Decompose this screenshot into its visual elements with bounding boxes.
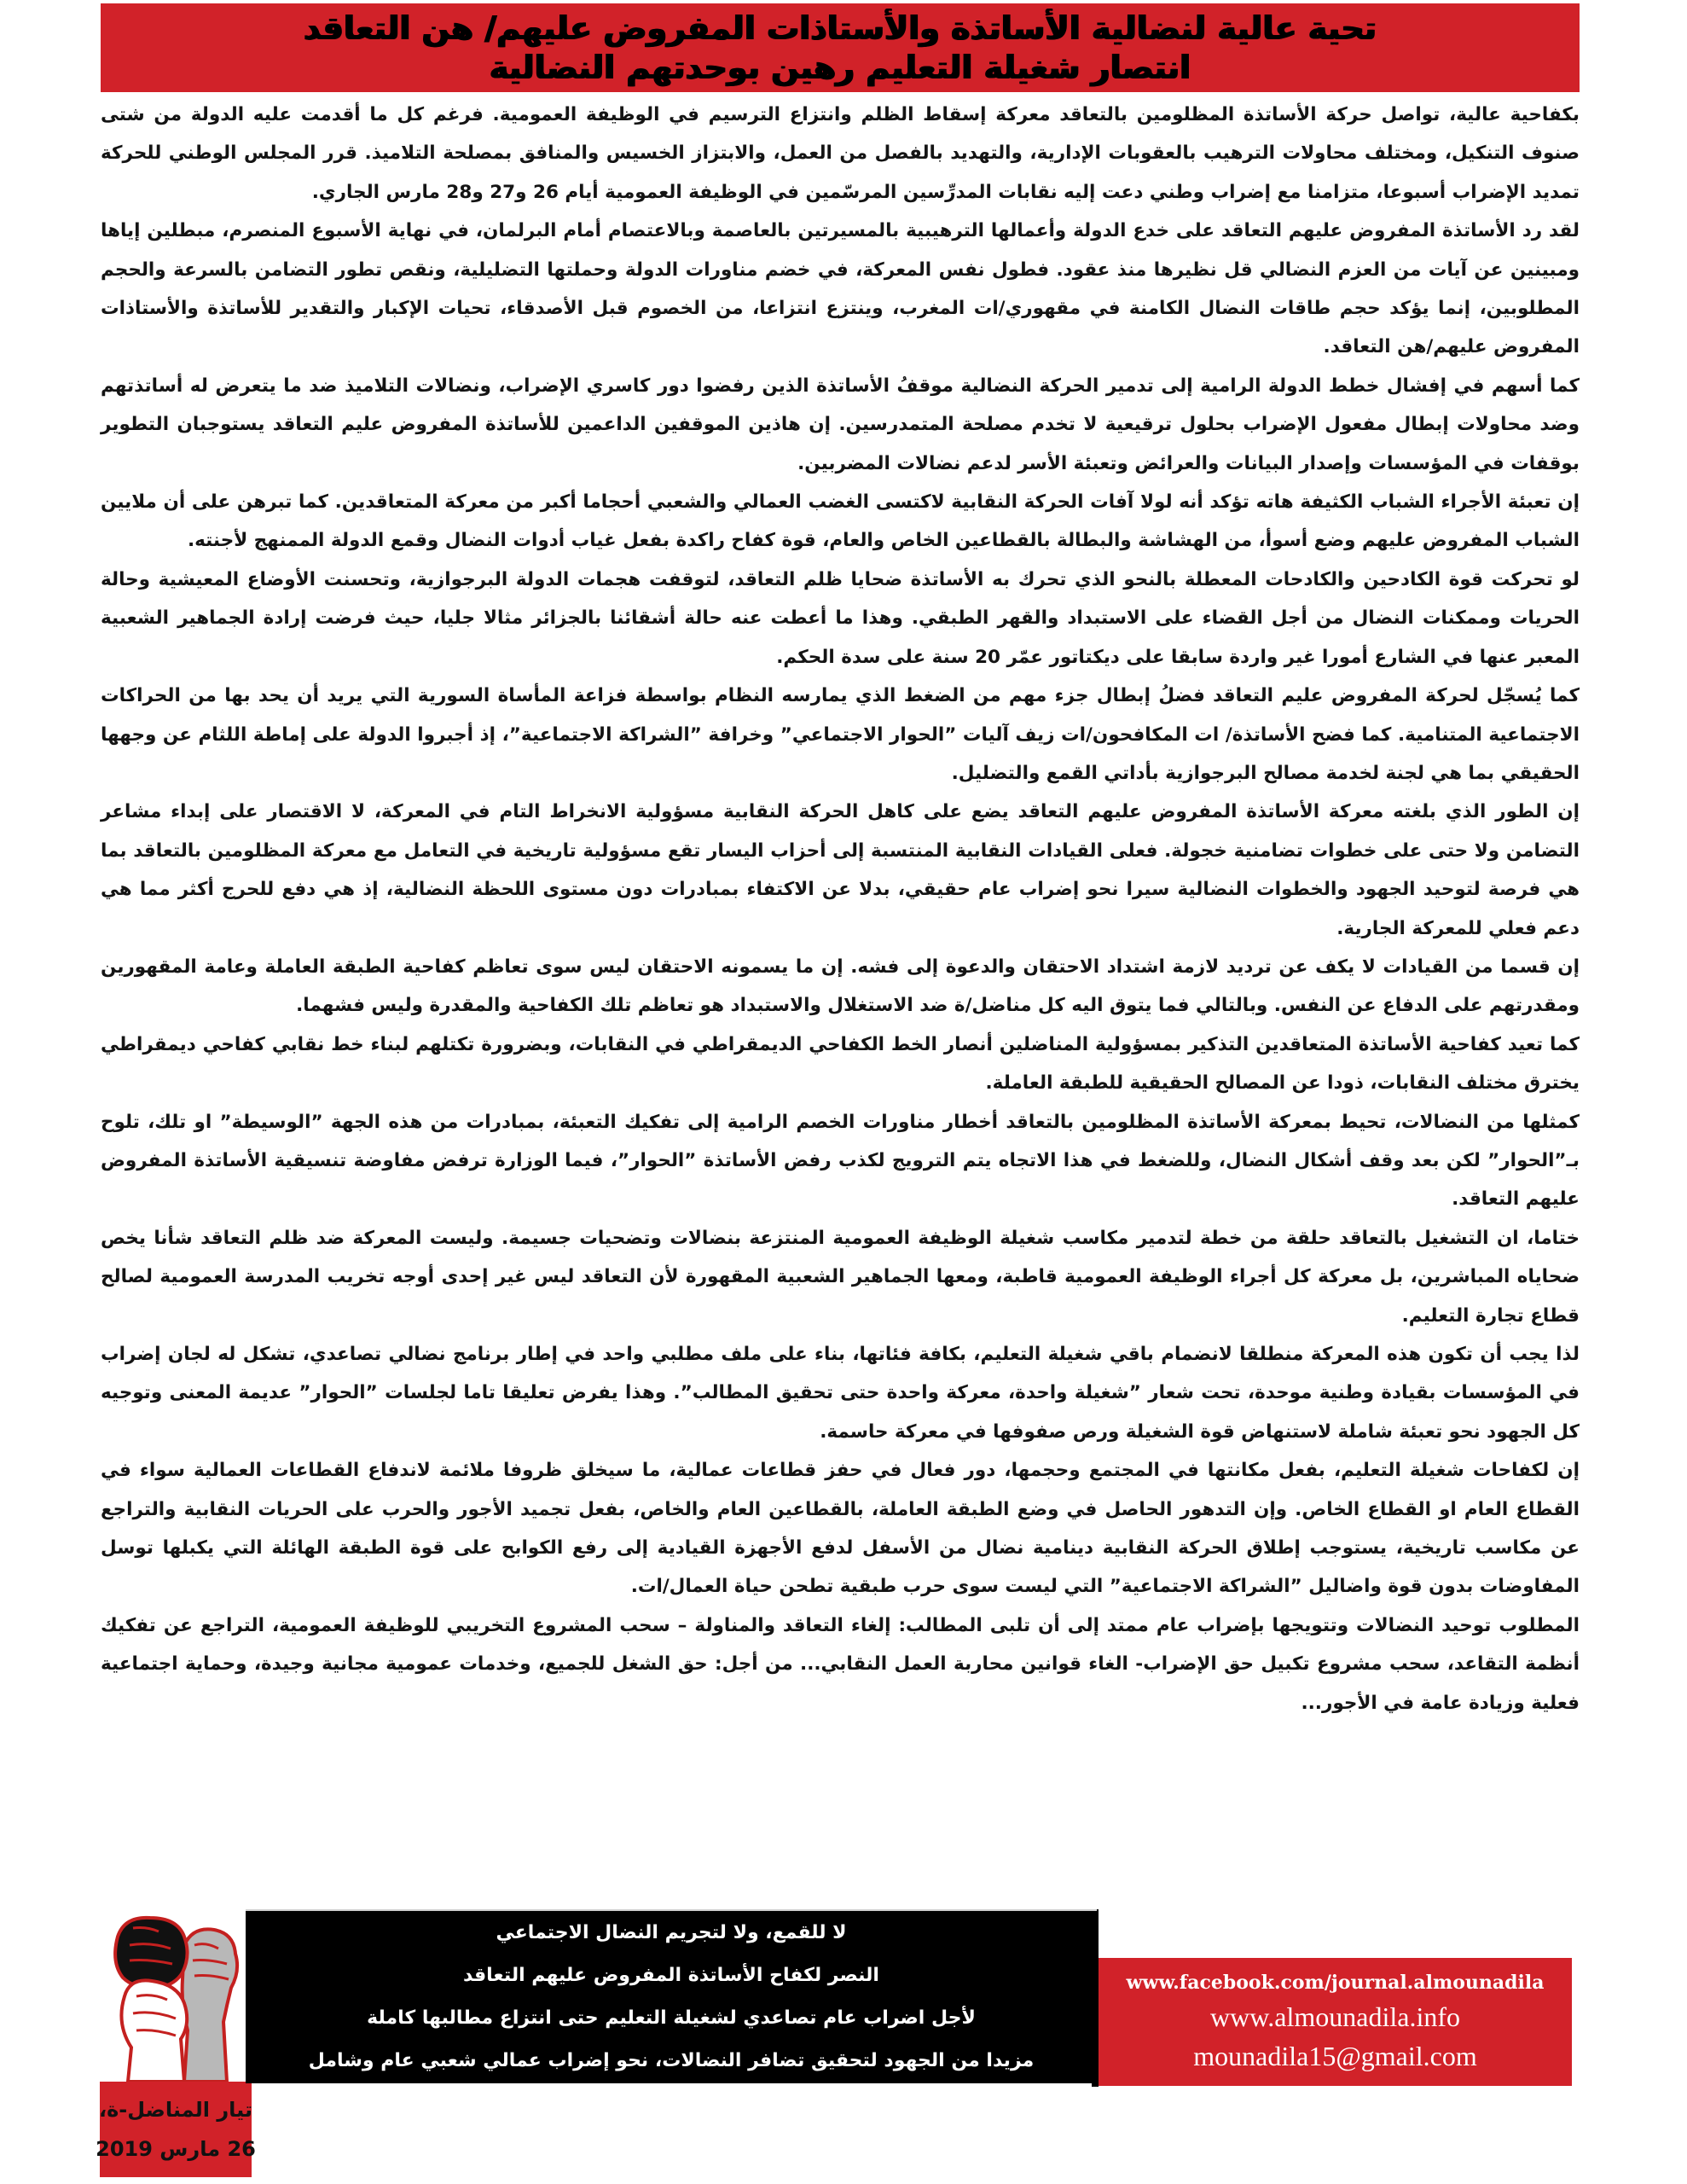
paragraph: إن الطور الذي بلغته معركة الأساتذة المفروض عليهم التعاقد يضع على كاهل الحركة النقابية مسؤولية الانخراط التام في المعركة، لا الاقتصار على إبداء مشاعر التضامن ولا حتى على خطوات تضامنية خجولة. فعلى القيادات النقابية المنتسبة إلى أحزاب اليسار تقع مسؤولية تاريخية في التعامل مع معركة المظلومين بالتعاقد بما هي فرصة لتوحيد الجهود والخطوات النضالية سيرا نحو إضراب عام حقيقي، بدلا عن الاكتفاء بمبادرات دون مستوى اللحظة النضالية، إذ هي دفع للحرج أكثر مما هي دعم فعلي للمعركة الجارية. bbox=[101, 801, 1580, 939]
website-link[interactable]: www.almounadila.info bbox=[1210, 2001, 1460, 2032]
paragraph: بكفاحية عالية، تواصل حركة الأساتذة المظلومين بالتعاقد معركة إسقاط الظلم وانتزاع الترسيم في الوظيفة العمومية. فرغم كل ما أقدمت عليه الدولة من شتى صنوف التنكيل، ومختلف محاولات الترهيب بالعقوبات الإدارية، والتهديد بالفصل من العمل، والابتزاز الخسيس والمنافق بمصلحة التلاميذ. قرر المجلس الوطني للحركة تمديد الإضراب أسبوعا، متزامنا مع إضراب وطني دعت إليه نقابات المدرِّسين المرسّمين في الوظيفة العمومية أيام 26 و27 و28 مارس الجاري. bbox=[101, 104, 1580, 203]
slogan: النصر لكفاح الأساتذة المفروض عليهم التعاقد bbox=[463, 1965, 879, 1986]
slogan: لا للقمع، ولا لتجريم النضال الاجتماعي bbox=[496, 1922, 847, 1943]
paragraph: كمثلها من النضالات، تحيط بمعركة الأساتذة المظلومين بالتعاقد أخطار مناورات الخصم الرامية إلى تفكيك التعبئة، بمبادرات من هذه الجهة ”الوسيطة” او تلك، تلوح بـ”الحوار” لكن بعد وقف أشكال النضال، وللضغط في هذا الاتجاه يتم الترويج لكذب رفض الأساتذة ”الحوار”، فيما الوزارة ترفض مفاوضة تنسيقية الأساتذة المفروض عليهم التعاقد. bbox=[101, 1111, 1580, 1211]
paragraph: المطلوب توحيد النضالات وتتويجها بإضراب عام ممتد إلى أن تلبى المطالب: إلغاء التعاقد والمناولة – سحب المشروع التخريبي للوظيفة العمومية، التراجع عن تفكيك أنظمة التقاعد، سحب مشروع تكبيل حق الإضراب- الغاء قوانين محاربة العمل النقابي... من أجل: حق الشغل للجميع، وخدمات عمومية مجانية وجيدة، وحماية اجتماعية فعلية وزيادة عامة في الأجور... bbox=[101, 1614, 1580, 1714]
slogan: مزيدا من الجهود لتحقيق تضافر النضالات، نحو إضراب عمالي شعبي عام وشامل bbox=[308, 2050, 1035, 2071]
signature-date: 26 مارس 2019 bbox=[96, 2137, 256, 2161]
paragraph: إن قسما من القيادات لا يكف عن ترديد لازمة اشتداد الاحتقان والدعوة إلى فشه. إن ما يسمونه الاحتقان ليس سوى تعاظم كفاحية الطبقة العاملة وعامة المقهورين ومقدرتهم على الدفاع عن النفس. وبالتالي فما يتوق اليه كل مناضل/ة ضد الاستغلال والاستبداد هو تعاظم تلك الكفاحية والمقدرة وليس فشهما. bbox=[101, 956, 1580, 1017]
signature-box bbox=[96, 2082, 256, 2177]
contact-box bbox=[1099, 1958, 1572, 2086]
paragraph: لقد رد الأساتذة المفروض عليهم التعاقد على خدع الدولة وأعمالها الترهيبية بالمسيرتين بالعاصمة وبالاعتصام أمام البرلمان، في نهاية الأسبوع المنصرم، مبطلين إياها ومبينين عن آيات من العزم النضالي قل نظيرها منذ عقود. فطول نفس المعركة، في خضم مناورات الدولة وحملتها التضليلية، ونقص تطور التضامن بالسرعة والحجم المطلوبين، إنما يؤكد حجم طاقات النضال الكامنة في مقهوري/ات المغرب، وينتزع انتزاعا، من الخصوم قبل الأصدقاء، تحيات الإكبار والتقدير للأساتذة والأستاذات المفروض عليهم/هن التعاقد. bbox=[101, 220, 1580, 358]
paragraph: كما تعيد كفاحية الأساتذة المتعاقدين التذكير بمسؤولية المناضلين أنصار الخط الكفاحي الديمقراطي في النقابات، وبضرورة تكتلهم لبناء خط نقابي كفاحي ديمقراطي يخترق مختلف النقابات، ذودا عن المصالح الحقيقية للطبقة العاملة. bbox=[101, 1033, 1580, 1095]
slogans-box bbox=[246, 1909, 1097, 2083]
article-body bbox=[101, 96, 1580, 1722]
headline-line-1: تحية عالية لنضالية الأساتذة والأستاذات المفروض عليهم/ هن التعاقد bbox=[304, 9, 1377, 47]
headline-line-2: انتصار شغيلة التعليم رهين بوحدتهم النضالية bbox=[489, 49, 1191, 86]
email-link[interactable]: mounadila15@gmail.com bbox=[1193, 2041, 1477, 2071]
facebook-link[interactable]: www.facebook.com/journal.almounadila bbox=[1126, 1972, 1545, 1994]
paragraph: كما يُسجّل لحركة المفروض عليم التعاقد فضلُ إبطال جزء مهم من الضغط الذي يمارسه النظام بواسطة فزاعة المأساة السورية التي يريد أن يحد بها من الحراكات الاجتماعية المتنامية. كما فضح الأساتذة/ ات المكافحون/ات زيف آليات ”الحوار الاجتماعي” وخرافة ”الشراكة الاجتماعية”، إذ أجبروا الدولة على إماطة اللثام عن وجهها الحقيقي بما هي لجنة لخدمة مصالح البرجوازية بأداتي القمع والتضليل. bbox=[101, 685, 1580, 784]
paragraph: ختاما، ان التشغيل بالتعاقد حلقة من خطة لتدمير مكاسب شغيلة الوظيفة العمومية المنتزعة بنضالات وتضحيات جسيمة. وليست المعركة ضد ظلم التعاقد شأنا يخص ضحاياه المباشرين، بل معركة كل أجراء الوظيفة العمومية قاطبة، ومعها الجماهير الشعبية المقهورة لأن التعاقد ليس غير إحدى أوجه تخريب المدرسة العمومية لصالح قطاع تجارة التعليم. bbox=[101, 1227, 1580, 1327]
paragraph: لذا يجب أن تكون هذه المعركة منطلقا لانضمام باقي شغيلة التعليم، بكافة فئاتها، بناء على ملف مطلبي واحد في إطار برنامج نضالي تصاعدي، تشكل له لجان إضراب في المؤسسات بقيادة وطنية موحدة، تحت شعار ”شغيلة واحدة، معركة واحدة حتى تحقيق المطالب”. وهذا يفرض تعليقا تاما لجلسات ”الحوار” عديمة المعنى وتوجيه كل الجهود نحو تعبئة شاملة لاستنهاض قوة الشغيلة ورص صفوفها في معركة حاسمة. bbox=[101, 1344, 1580, 1443]
signature-author: تيار المناضل-ة، bbox=[99, 2098, 252, 2122]
raised-fists-icon bbox=[99, 1911, 246, 2082]
slogan: لأجل اضراب عام تصاعدي لشغيلة التعليم حتى انتزاع مطالبها كاملة bbox=[367, 2007, 976, 2029]
headline-banner bbox=[101, 3, 1580, 92]
paragraph: كما أسهم في إفشال خطط الدولة الرامية إلى تدمير الحركة النضالية موقفُ الأساتذة الذين رفضوا دور كاسري الإضراب، ونضالات التلاميذ ضد ما يتعرض له أساتذتهم وضد محاولات إبطال مفعول الإضراب بحلول ترقيعية لا تخدم مصلحة المتمدرسين. إن هاذين الموقفين الداعمين للأساتذة المفروض عليم التعاقد يستوجبان التطوير بوقفات في المؤسسات وإصدار البيانات والعرائض وتعبئة الأسر لدعم نضالات المضربين. bbox=[101, 375, 1580, 474]
paragraph: إن لكفاحات شغيلة التعليم، بفعل مكانتها في المجتمع وحجمها، دور فعال في حفز قطاعات عمالية، ما سيخلق ظروفا ملائمة لاندفاع القطاعات العمالية سواء في القطاع العام او القطاع الخاص. وإن التدهور الحاصل في وضع الطبقة العاملة، بالقطاعين العام والخاص، بفعل تجميد الأجور والحرب على الحريات النقابية والتراجع عن مكاسب تاريخية، يستوجب إطلاق الحركة النقابية دينامية نضال من الأسفل لدفع الأجهزة القيادية إلى رفع الكوابح على قوة الطبقة الهائلة التي يكبلها توسل المفاوضات بدون قوة واضاليل ”الشراكة الاجتماعية” التي ليست سوى حرب طبقية تطحن حياة العمال/ات. bbox=[101, 1460, 1580, 1598]
paragraph: لو تحركت قوة الكادحين والكادحات المعطلة بالنحو الذي تحرك به الأساتذة ضحايا ظلم التعاقد، لتوقفت هجمات الدولة البرجوازية، وتحسنت الأوضاع المعيشية وحالة الحريات وممكنات النضال من أجل القضاء على الاستبداد والقهر الطبقي. وهذا ما أعطت عنه حالة أشقائنا بالجزائر مثالا جليا، حيث فرضت إرادة الجماهير الشعبية المعبر عنها في الشارع أمورا غير واردة سابقا على ديكتاتور عمّر 20 سنة على سدة الحكم. bbox=[101, 568, 1580, 668]
paragraph: إن تعبئة الأجراء الشباب الكثيفة هاته تؤكد أنه لولا آفات الحركة النقابية لاكتسى الغضب العمالي والشعبي أحجاما أكبر من معركة المتعاقدين. كما تبرهن على أن ملايين الشباب المفروض عليهم وضع أسوأ، من الهشاشة والبطالة بالقطاعين الخاص والعام، قوة كفاح راكدة بفعل غياب أدوات النضال وقمع الدولة الممنهج لأجنته. bbox=[101, 491, 1580, 552]
